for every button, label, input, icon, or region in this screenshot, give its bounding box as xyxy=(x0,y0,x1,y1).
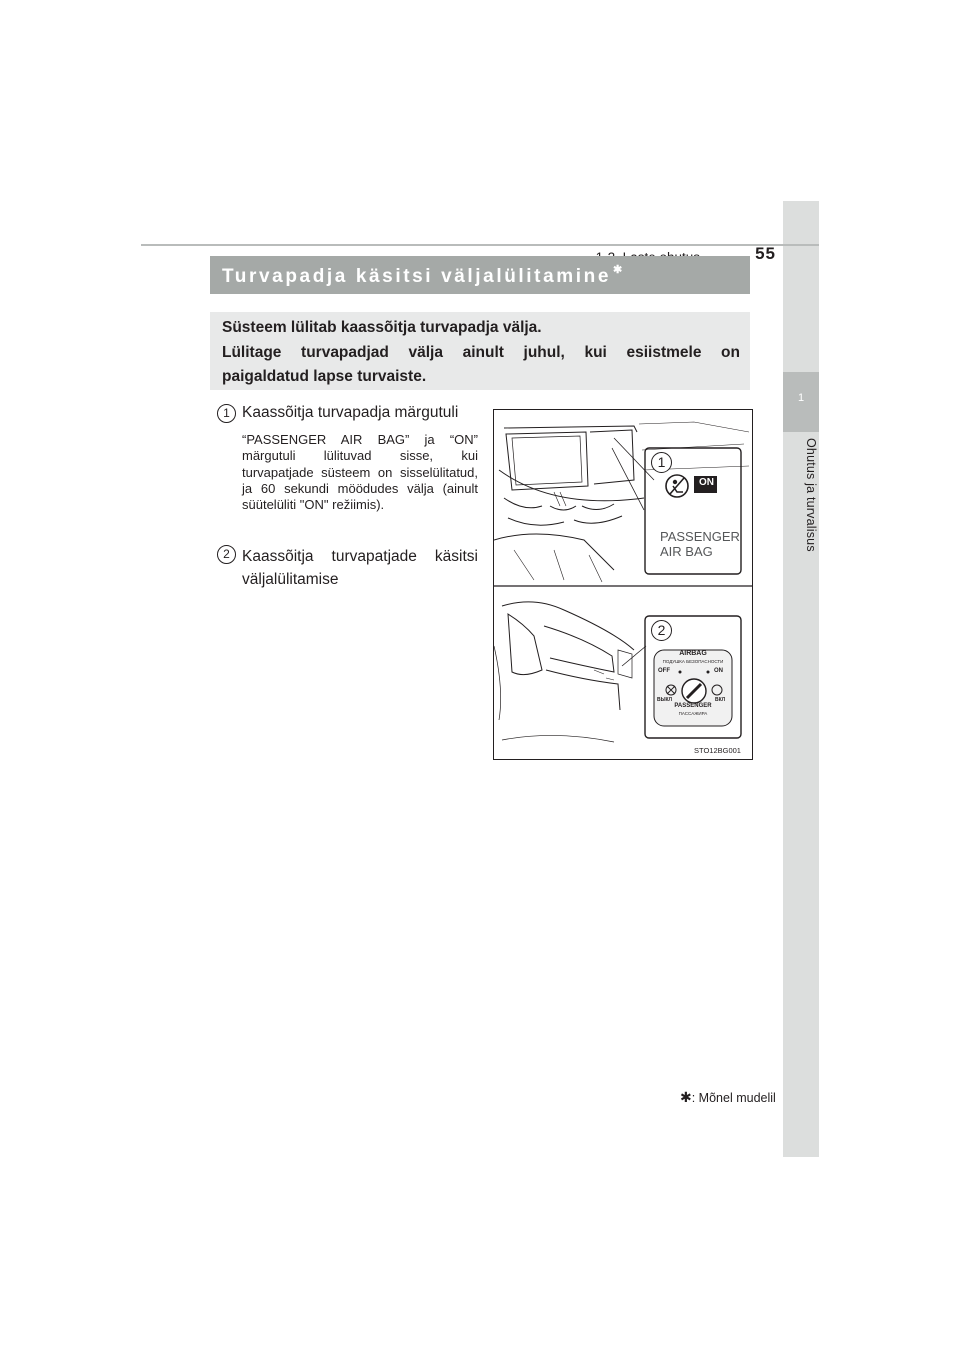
header-divider xyxy=(141,244,819,246)
chapter-title: Ohutus ja turvalisus xyxy=(804,438,818,552)
item-1-title: Kaassõitja turvapadja märgutuli xyxy=(242,404,459,421)
indicator-line-1: PASSENGER xyxy=(660,529,740,544)
optional-marker-icon: ✱ xyxy=(680,1089,692,1105)
page-title xyxy=(222,263,625,288)
figure-callout-1: 1 xyxy=(651,452,672,473)
intro-line-3: paigaldatud lapse turvaiste. xyxy=(222,368,427,385)
item-1-description: “PASSENGER AIR BAG” ja “ON” märgutuli lülituvad sisse, kui turvapatjade süsteem on sisselülitatud, ja 60 sekundi möödudes välja (ainult süütelüliti "ON" režiimis). xyxy=(242,432,478,513)
footnote xyxy=(680,1089,776,1106)
indicator-on-label: ON xyxy=(699,477,714,488)
switch-on-ru-label: ВКЛ xyxy=(715,697,726,703)
switch-title-ru: ПОДУШКА БЕЗОПАСНОСТИ xyxy=(662,659,724,664)
item-1-callout: 1 xyxy=(217,404,236,423)
optional-marker-icon: ✱ xyxy=(613,264,625,276)
page-title-text: Turvapadja käsitsi väljalülitamine xyxy=(222,266,612,287)
indicator-passenger-label xyxy=(660,529,740,559)
item-2-title-line-2: väljalülitamise xyxy=(242,571,339,588)
switch-bottom-ru-label: ПАССАЖИРА xyxy=(678,711,708,716)
item-2-title xyxy=(242,545,478,591)
switch-on-label: ON xyxy=(714,668,723,674)
chapter-number: 1 xyxy=(797,392,805,404)
switch-bottom-label: PASSENGER xyxy=(674,703,712,709)
item-2-callout: 2 xyxy=(217,545,236,564)
figure-callout-2: 2 xyxy=(651,620,672,641)
chapter-side-tab xyxy=(783,201,819,1157)
switch-off-label: OFF xyxy=(658,668,670,674)
item-2-title-line-1: Kaassõitja turvapatjade käsitsi xyxy=(242,548,478,565)
intro-text xyxy=(222,316,740,390)
footnote-text: : Mõnel mudelil xyxy=(691,1091,776,1105)
indicator-line-2: AIR BAG xyxy=(660,544,713,559)
switch-title: AIRBAG xyxy=(679,650,707,657)
page-number: 55 xyxy=(755,244,776,263)
intro-line-1: Süsteem lülitab kaassõitja turvapadja välja. xyxy=(222,319,542,336)
figure-code: STO12BG001 xyxy=(694,746,741,755)
intro-line-2: Lülitage turvapadjad välja ainult juhul, kui esiistmele on xyxy=(222,343,740,361)
switch-off-ru-label: ВЫКЛ xyxy=(657,697,673,703)
